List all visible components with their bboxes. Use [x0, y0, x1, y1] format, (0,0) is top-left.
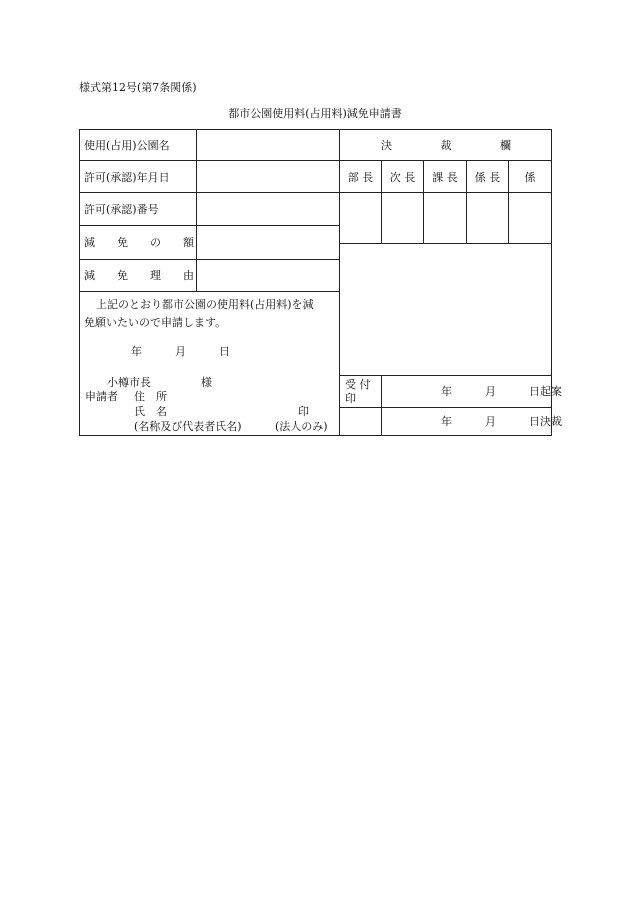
- permit-date-field[interactable]: [197, 161, 339, 192]
- drafted-date: 年 月 日起案: [441, 385, 562, 398]
- seal-box-unit-head[interactable]: [467, 193, 508, 243]
- position-staff: 係: [524, 170, 536, 184]
- application-date: 年 月 日: [131, 345, 230, 358]
- reduction-reason-label: 減 免 理 由: [84, 269, 194, 282]
- seal-label: 印: [298, 405, 309, 418]
- approval-header-char-2: 裁: [440, 139, 452, 152]
- applicant-label: 申請者: [85, 390, 118, 403]
- document-title: 都市公園使用料(占用料)減免申請書: [228, 107, 402, 120]
- position-section-head: 課 長: [432, 170, 458, 184]
- decided-date: 年 月 日決裁: [441, 415, 562, 428]
- permit-number-field[interactable]: [197, 193, 339, 225]
- reduction-reason-field[interactable]: [197, 260, 339, 291]
- park-name-label: 使用(占用)公園名: [84, 139, 170, 152]
- approval-header: [381, 130, 511, 160]
- form-number: 様式第12号(第7条関係): [79, 81, 197, 94]
- reduction-amount-field[interactable]: [197, 226, 339, 259]
- addressee: 小樽市長: [107, 376, 151, 389]
- name-note: (名称及び代表者氏名): [134, 420, 242, 433]
- seal-box-staff[interactable]: [509, 193, 551, 243]
- approval-header-char-1: 決: [381, 139, 392, 152]
- receipt-seal-label: 印: [345, 392, 356, 405]
- position-deputy-head: 次 長: [389, 170, 416, 184]
- position-unit-head: 係 長: [474, 170, 501, 184]
- statement-line-1: 上記のとおり都市公園の使用料(占用料)を減: [96, 298, 314, 311]
- statement-line-2: 免願いたいので申請します。: [84, 316, 227, 329]
- receipt-label: 受 付: [345, 378, 371, 391]
- corporation-note: (法人のみ): [275, 420, 328, 433]
- honorific: 様: [201, 376, 212, 389]
- seal-box-section-head[interactable]: [424, 193, 466, 243]
- approval-header-char-3: 欄: [500, 139, 511, 152]
- permit-number-label: 許可(承認)番号: [84, 203, 159, 216]
- reduction-amount-label: 減 免 の 額: [84, 236, 194, 249]
- position-department-head: 部 長: [347, 170, 374, 184]
- seal-box-deputy-head[interactable]: [382, 193, 423, 243]
- name-label: 氏 名: [134, 405, 167, 418]
- seal-box-department-head[interactable]: [340, 193, 381, 243]
- address-label: 住 所: [134, 390, 167, 403]
- park-name-field[interactable]: [197, 130, 339, 160]
- permit-date-label: 許可(承認)年月日: [84, 171, 170, 184]
